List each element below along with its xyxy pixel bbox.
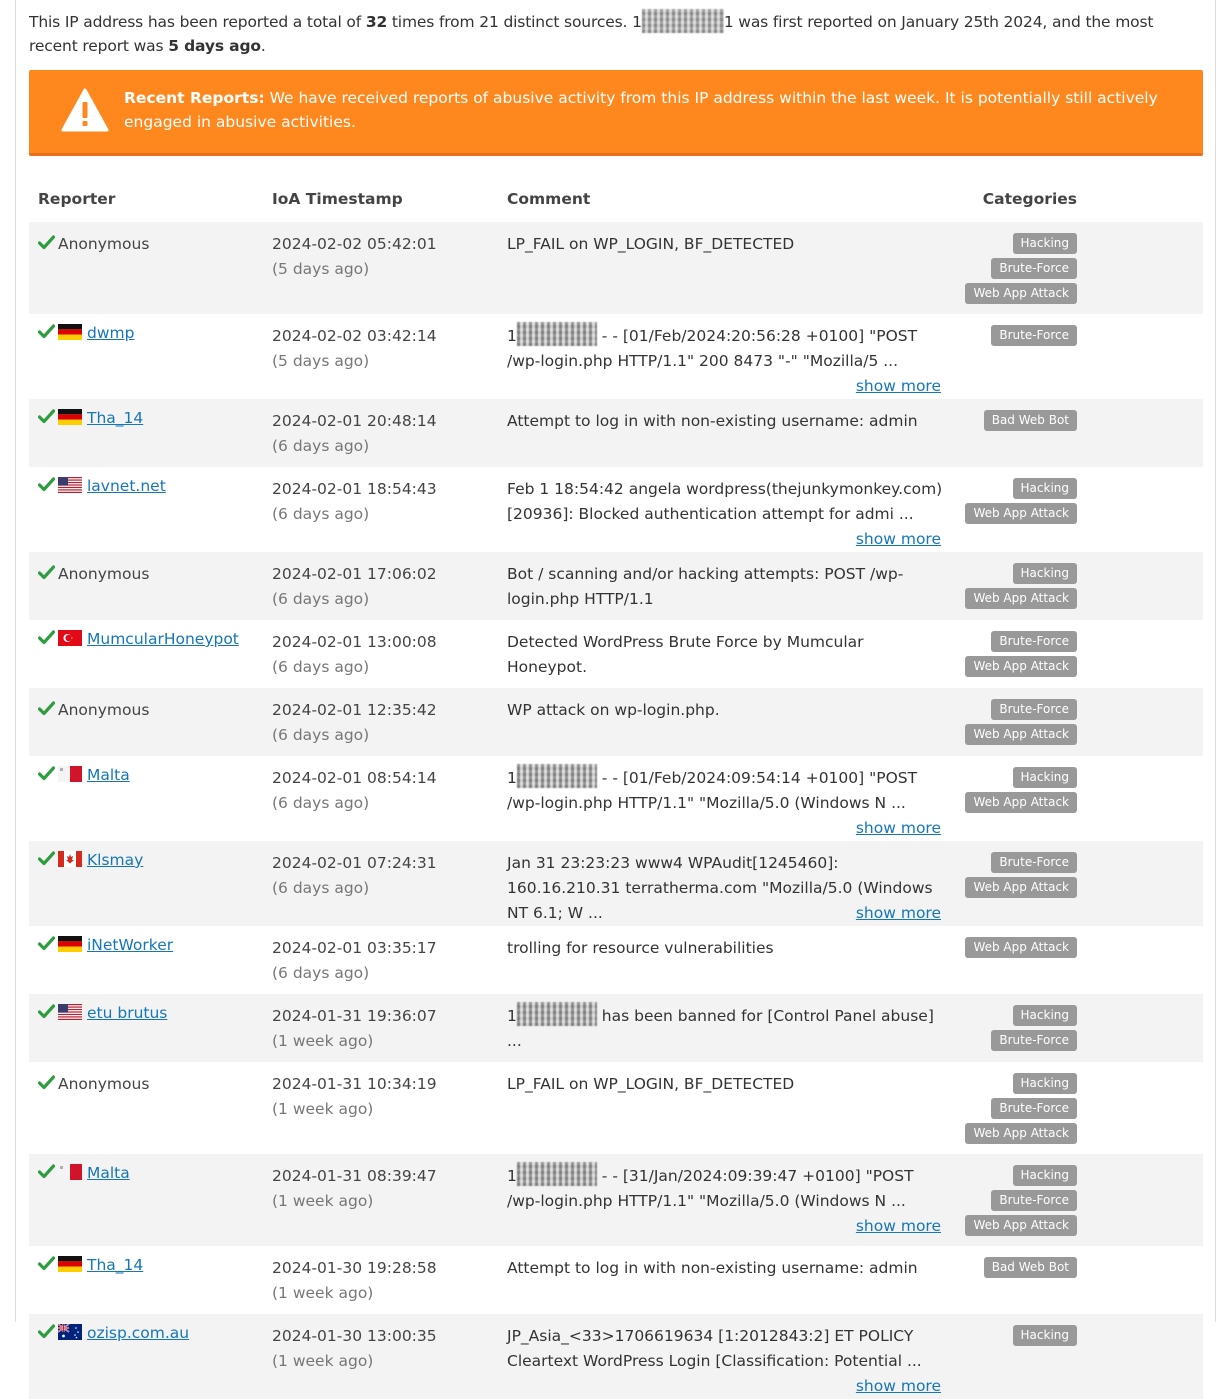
category-badge[interactable]: Brute-Force xyxy=(991,699,1077,720)
show-more-link[interactable]: show more xyxy=(855,1217,941,1235)
timestamp-cell xyxy=(263,399,498,467)
ioa-timestamp: 2024-01-31 08:39:47 xyxy=(272,1167,437,1185)
reporter-cell xyxy=(29,314,263,399)
reporter-cell xyxy=(29,222,263,314)
category-badge[interactable]: Hacking xyxy=(1013,1073,1077,1094)
category-badge[interactable]: Brute-Force xyxy=(991,631,1077,652)
summary-text: . xyxy=(260,37,266,55)
ioa-timestamp: 2024-02-01 18:54:43 xyxy=(272,480,437,498)
reporter-cell xyxy=(29,467,263,552)
summary-text: times from 21 distinct sources. 1 xyxy=(387,13,642,31)
category-badge[interactable]: Web App Attack xyxy=(965,1123,1077,1144)
ioa-timestamp: 2024-02-01 08:54:14 xyxy=(272,769,437,787)
flag-germany-icon xyxy=(58,409,82,425)
categories-cell xyxy=(952,756,1203,841)
reporter-name: Anonymous xyxy=(58,701,150,719)
category-badge[interactable]: Hacking xyxy=(1013,1005,1077,1026)
category-badge[interactable]: Hacking xyxy=(1013,1165,1077,1186)
ioa-timestamp: 2024-02-02 03:42:14 xyxy=(272,327,437,345)
comment-text: Bot / scanning and/or hacking attempts: POST /wp-login.php HTTP/1.1 xyxy=(507,565,904,608)
timestamp-cell xyxy=(263,1314,498,1399)
reporter-link[interactable]: MumcularHoneypot xyxy=(87,630,239,648)
reporter-name: Anonymous xyxy=(58,1075,150,1093)
categories-cell xyxy=(952,1246,1203,1314)
comment-ip-prefix: 1 xyxy=(507,1007,517,1025)
categories-cell xyxy=(952,1314,1203,1399)
comment-cell xyxy=(498,1062,952,1154)
reporter-cell xyxy=(29,399,263,467)
show-more-link[interactable]: show more xyxy=(855,1377,941,1395)
relative-time: (1 week ago) xyxy=(272,1284,374,1302)
reporter-link[interactable]: lavnet.net xyxy=(87,477,166,495)
table-row xyxy=(29,620,1203,688)
category-badge[interactable]: Web App Attack xyxy=(965,792,1077,813)
relative-time: (1 week ago) xyxy=(272,1100,374,1118)
category-badge[interactable]: Hacking xyxy=(1013,767,1077,788)
timestamp-cell xyxy=(263,222,498,314)
reporter-cell xyxy=(29,841,263,926)
relative-time: (6 days ago) xyxy=(272,658,370,676)
summary-text: This IP address has been reported a total of xyxy=(29,13,366,31)
category-badge[interactable]: Web App Attack xyxy=(965,724,1077,745)
relative-time: (6 days ago) xyxy=(272,437,370,455)
flag-germany-icon xyxy=(58,1256,82,1272)
comment-text: Attempt to log in with non-existing username: admin xyxy=(507,1259,918,1277)
flag-germany-icon xyxy=(58,324,82,340)
relative-time: (5 days ago) xyxy=(272,352,370,370)
timestamp-cell xyxy=(263,926,498,994)
table-row xyxy=(29,1314,1203,1399)
flag-usa-icon xyxy=(58,1004,82,1020)
categories-cell xyxy=(952,620,1203,688)
comment-cell xyxy=(498,1154,952,1246)
comment-cell xyxy=(498,552,952,620)
category-badge[interactable]: Web App Attack xyxy=(965,656,1077,677)
ioa-timestamp: 2024-01-31 19:36:07 xyxy=(272,1007,437,1025)
flag-malta-icon xyxy=(58,1164,82,1180)
ioa-timestamp: 2024-01-30 13:00:35 xyxy=(272,1327,437,1345)
reporter-cell xyxy=(29,1314,263,1399)
reporter-link[interactable]: dwmp xyxy=(87,324,135,342)
category-badge[interactable]: Hacking xyxy=(1013,233,1077,254)
category-badge[interactable]: Brute-Force xyxy=(991,1098,1077,1119)
categories-cell xyxy=(952,926,1203,994)
reporter-link[interactable]: Malta xyxy=(87,1164,130,1182)
verified-check-icon xyxy=(38,324,55,339)
timestamp-cell xyxy=(263,467,498,552)
reporter-link[interactable]: Malta xyxy=(87,766,130,784)
relative-time: (6 days ago) xyxy=(272,964,370,982)
verified-check-icon xyxy=(38,936,55,951)
reporter-cell xyxy=(29,1154,263,1246)
comment-ip-prefix: 1 xyxy=(507,1167,517,1185)
table-row xyxy=(29,926,1203,994)
categories-cell xyxy=(952,399,1203,467)
table-row xyxy=(29,841,1203,926)
flag-germany-icon xyxy=(58,936,82,952)
ioa-timestamp: 2024-01-31 10:34:19 xyxy=(272,1075,437,1093)
redacted-ip xyxy=(517,1162,597,1186)
flag-canada-icon xyxy=(58,851,82,867)
reporter-cell xyxy=(29,994,263,1062)
table-row xyxy=(29,688,1203,756)
categories-cell xyxy=(952,688,1203,756)
reports-table xyxy=(29,176,1203,1399)
comment-text: JP_Asia_<33>1706619634 [1:2012843:2] ET POLICY Cleartext WordPress Login [Classification: Potential ... xyxy=(507,1327,922,1370)
alert-text xyxy=(124,86,1174,134)
comment-cell xyxy=(498,688,952,756)
table-header xyxy=(29,176,1203,222)
report-summary xyxy=(29,10,1204,58)
verified-check-icon xyxy=(38,630,55,645)
reporter-link[interactable]: ozisp.com.au xyxy=(87,1324,190,1342)
categories-cell xyxy=(952,1062,1203,1154)
timestamp-cell xyxy=(263,994,498,1062)
comment-cell xyxy=(498,314,952,399)
comment-ip-prefix: 1 xyxy=(507,769,517,787)
table-row xyxy=(29,552,1203,620)
reporter-link[interactable]: Tha_14 xyxy=(87,409,144,427)
category-badge[interactable]: Web App Attack xyxy=(965,1215,1077,1236)
redacted-ip xyxy=(517,764,597,788)
category-badge[interactable]: Web App Attack xyxy=(965,283,1077,304)
show-more-link[interactable]: show more xyxy=(855,377,941,395)
categories-cell xyxy=(952,222,1203,314)
redacted-ip xyxy=(517,322,597,346)
header-categories: Categories xyxy=(982,190,1077,208)
timestamp-cell xyxy=(263,1246,498,1314)
recent-reports-alert xyxy=(29,70,1203,156)
timestamp-cell xyxy=(263,688,498,756)
timestamp-cell xyxy=(263,552,498,620)
comment-text: trolling for resource vulnerabilities xyxy=(507,939,774,957)
comment-cell xyxy=(498,1246,952,1314)
category-badge[interactable]: Web App Attack xyxy=(965,588,1077,609)
verified-check-icon xyxy=(38,851,55,866)
verified-check-icon xyxy=(38,565,55,580)
categories-cell xyxy=(952,994,1203,1062)
reporter-link[interactable]: etu brutus xyxy=(87,1004,168,1022)
relative-time: (6 days ago) xyxy=(272,794,370,812)
table-row xyxy=(29,399,1203,467)
timestamp-cell xyxy=(263,1062,498,1154)
table-row xyxy=(29,1246,1203,1314)
comment-text: LP_FAIL on WP_LOGIN, BF_DETECTED xyxy=(507,1075,795,1093)
ioa-timestamp: 2024-02-01 03:35:17 xyxy=(272,939,437,957)
reporter-link[interactable]: Tha_14 xyxy=(87,1256,144,1274)
comment-text: Jan 31 23:23:23 www4 WPAudit[1245460]: 160.16.210.31 terratherma.com "Mozilla/5.0 (Windows NT 6.1; W ... xyxy=(507,854,933,922)
ioa-timestamp: 2024-02-01 17:06:02 xyxy=(272,565,437,583)
category-badge[interactable]: Web App Attack xyxy=(965,937,1077,958)
comment-cell xyxy=(498,926,952,994)
table-row xyxy=(29,467,1203,552)
relative-time: (5 days ago) xyxy=(272,260,370,278)
alert-message: We have received reports of abusive activity from this IP address within the last week. It is potentially still actively engaged in abusive activities. xyxy=(124,89,1158,131)
verified-check-icon xyxy=(38,766,55,781)
redacted-ip xyxy=(642,9,724,33)
relative-time: (6 days ago) xyxy=(272,879,370,897)
flag-turkey-icon xyxy=(58,630,82,646)
reporter-cell xyxy=(29,1246,263,1314)
header-comment: Comment xyxy=(507,190,591,208)
categories-cell xyxy=(952,552,1203,620)
verified-check-icon xyxy=(38,1256,55,1271)
timestamp-cell xyxy=(263,620,498,688)
flag-usa-icon xyxy=(58,477,82,493)
category-badge[interactable]: Hacking xyxy=(1013,1325,1077,1346)
warning-icon xyxy=(61,88,109,132)
category-badge[interactable]: Brute-Force xyxy=(991,852,1077,873)
comment-text: Detected WordPress Brute Force by Mumcular Honeypot. xyxy=(507,633,864,676)
alert-title: Recent Reports: xyxy=(124,89,265,107)
reporter-name: Anonymous xyxy=(58,235,150,253)
comment-ip-prefix: 1 xyxy=(507,327,517,345)
category-badge[interactable]: Bad Web Bot xyxy=(984,410,1077,431)
comment-cell xyxy=(498,222,952,314)
relative-time: (6 days ago) xyxy=(272,726,370,744)
reporter-link[interactable]: Klsmay xyxy=(87,851,144,869)
comment-cell xyxy=(498,994,952,1062)
comment-cell xyxy=(498,1314,952,1399)
verified-check-icon xyxy=(38,1164,55,1179)
reporter-cell xyxy=(29,756,263,841)
reporter-link[interactable]: iNetWorker xyxy=(87,936,174,954)
comment-cell xyxy=(498,841,952,926)
table-row xyxy=(29,1062,1203,1154)
show-more-link[interactable]: show more xyxy=(855,819,941,837)
comment-text: - - [01/Feb/2024:09:54:14 +0100] "POST /wp-login.php HTTP/1.1" "Mozilla/5.0 (Windows N ... xyxy=(507,769,918,812)
summary-text: 1 was first reported on January 25th 2024, and the most recent report was xyxy=(29,13,1154,55)
reporter-cell xyxy=(29,552,263,620)
relative-time: (1 week ago) xyxy=(272,1032,374,1050)
comment-text: has been banned for [Control Panel abuse] ... xyxy=(507,1007,934,1050)
category-badge[interactable]: Web App Attack xyxy=(965,503,1077,524)
timestamp-cell xyxy=(263,756,498,841)
relative-time: (6 days ago) xyxy=(272,590,370,608)
header-timestamp: IoA Timestamp xyxy=(272,190,403,208)
category-badge[interactable]: Hacking xyxy=(1013,563,1077,584)
categories-cell xyxy=(952,1154,1203,1246)
report-panel xyxy=(15,0,1216,1395)
comment-text: - - [31/Jan/2024:09:39:47 +0100] "POST /wp-login.php HTTP/1.1" "Mozilla/5.0 (Windows N ... xyxy=(507,1167,914,1210)
flag-malta-icon xyxy=(58,766,82,782)
verified-check-icon xyxy=(38,235,55,250)
category-badge[interactable]: Web App Attack xyxy=(965,877,1077,898)
timestamp-cell xyxy=(263,841,498,926)
reporter-name: Anonymous xyxy=(58,565,150,583)
relative-time: (1 week ago) xyxy=(272,1352,374,1370)
table-row xyxy=(29,314,1203,399)
timestamp-cell xyxy=(263,314,498,399)
comment-cell xyxy=(498,399,952,467)
category-badge[interactable]: Hacking xyxy=(1013,478,1077,499)
comment-cell xyxy=(498,756,952,841)
show-more-link[interactable]: show more xyxy=(855,904,941,922)
reporter-cell xyxy=(29,688,263,756)
ioa-timestamp: 2024-01-30 19:28:58 xyxy=(272,1259,437,1277)
verified-check-icon xyxy=(38,409,55,424)
reporter-cell xyxy=(29,1062,263,1154)
verified-check-icon xyxy=(38,1004,55,1019)
timestamp-cell xyxy=(263,1154,498,1246)
comment-text: Feb 1 18:54:42 angela wordpress(thejunkymonkey.com)[20936]: Blocked authentication attempt for admi ... xyxy=(507,480,943,523)
recent-report-age: 5 days ago xyxy=(168,37,261,55)
comment-cell xyxy=(498,467,952,552)
category-badge[interactable]: Brute-Force xyxy=(991,258,1077,279)
table-row xyxy=(29,1154,1203,1246)
ioa-timestamp: 2024-02-01 20:48:14 xyxy=(272,412,437,430)
table-row xyxy=(29,994,1203,1062)
table-row xyxy=(29,756,1203,841)
categories-cell xyxy=(952,467,1203,552)
category-badge[interactable]: Bad Web Bot xyxy=(984,1257,1077,1278)
reporter-cell xyxy=(29,620,263,688)
comment-text: - - [01/Feb/2024:20:56:28 +0100] "POST /wp-login.php HTTP/1.1" 200 8473 "-" "Mozilla/5 ... xyxy=(507,327,918,370)
table-row xyxy=(29,222,1203,314)
categories-cell xyxy=(952,841,1203,926)
redacted-ip xyxy=(517,1002,597,1026)
flag-australia-icon xyxy=(58,1324,82,1340)
comment-cell xyxy=(498,620,952,688)
verified-check-icon xyxy=(38,477,55,492)
verified-check-icon xyxy=(38,1075,55,1090)
category-badge[interactable]: Brute-Force xyxy=(991,1030,1077,1051)
show-more-link[interactable]: show more xyxy=(855,530,941,548)
reporter-cell xyxy=(29,926,263,994)
ioa-timestamp: 2024-02-01 12:35:42 xyxy=(272,701,437,719)
relative-time: (6 days ago) xyxy=(272,505,370,523)
comment-text: LP_FAIL on WP_LOGIN, BF_DETECTED xyxy=(507,235,795,253)
category-badge[interactable]: Brute-Force xyxy=(991,1190,1077,1211)
ioa-timestamp: 2024-02-01 13:00:08 xyxy=(272,633,437,651)
categories-cell xyxy=(952,314,1203,399)
comment-text: WP attack on wp-login.php. xyxy=(507,701,720,719)
ioa-timestamp: 2024-02-02 05:42:01 xyxy=(272,235,437,253)
relative-time: (1 week ago) xyxy=(272,1192,374,1210)
category-badge[interactable]: Brute-Force xyxy=(991,325,1077,346)
verified-check-icon xyxy=(38,1324,55,1339)
comment-text: Attempt to log in with non-existing username: admin xyxy=(507,412,918,430)
verified-check-icon xyxy=(38,701,55,716)
ioa-timestamp: 2024-02-01 07:24:31 xyxy=(272,854,437,872)
report-count: 32 xyxy=(365,13,388,31)
header-reporter: Reporter xyxy=(38,190,116,208)
